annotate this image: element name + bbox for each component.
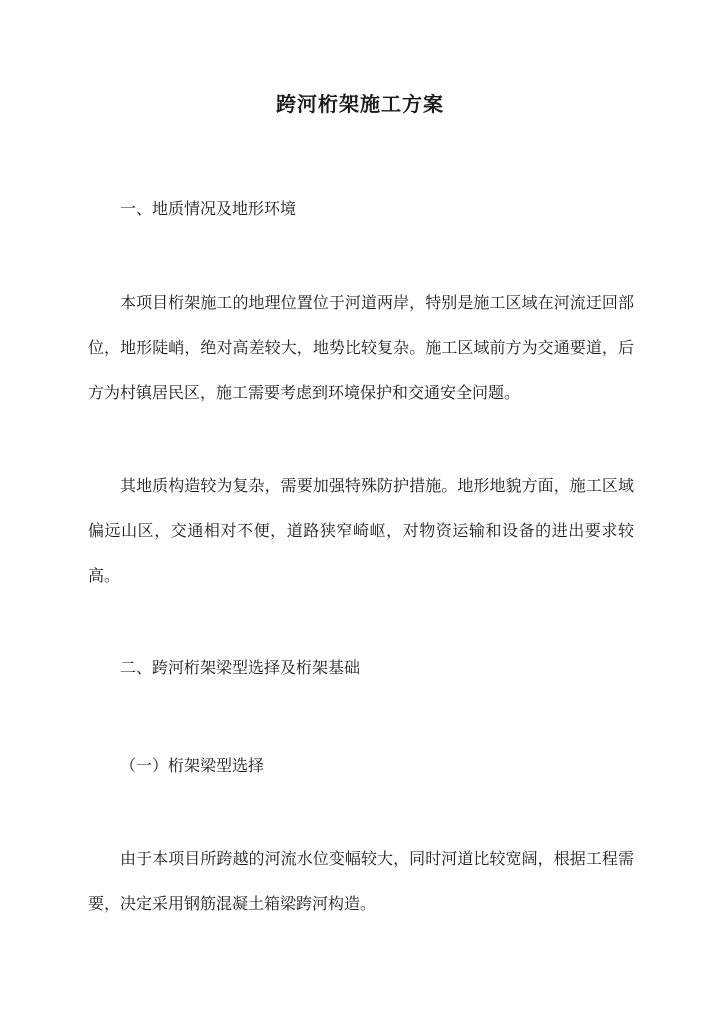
subsection-1-heading: （一）桁架梁型选择 — [120, 756, 265, 775]
section-1-paragraph-2: 其地质构造较为复杂，需要加强特殊防护措施。地形地貌方面，施工区域偏远山区，交通相对不便，道路狭窄崎岖，对物资运输和设备的进出要求较高。 — [88, 476, 634, 585]
section-1-heading: 一、地质情况及地形环境 — [120, 199, 297, 218]
subsection-1-paragraph-1: 由于本项目所跨越的河流水位变幅较大，同时河道比较宽阔，根据工程需要，决定采用钢筋混凝土箱梁跨河构造。 — [88, 849, 634, 913]
section-1-paragraph-1: 本项目桁架施工的地理位置位于河道两岸，特别是施工区域在河流迂回部位，地形陡峭，绝对高差较大，地势比较复杂。施工区域前方为交通要道，后方为村镇居民区，施工需要考虑到环境保护和交通安全问题。 — [88, 293, 634, 402]
document-title: 跨河桁架施工方案 — [276, 92, 444, 116]
section-2-heading: 二、跨河桁架梁型选择及桁架基础 — [120, 658, 361, 677]
